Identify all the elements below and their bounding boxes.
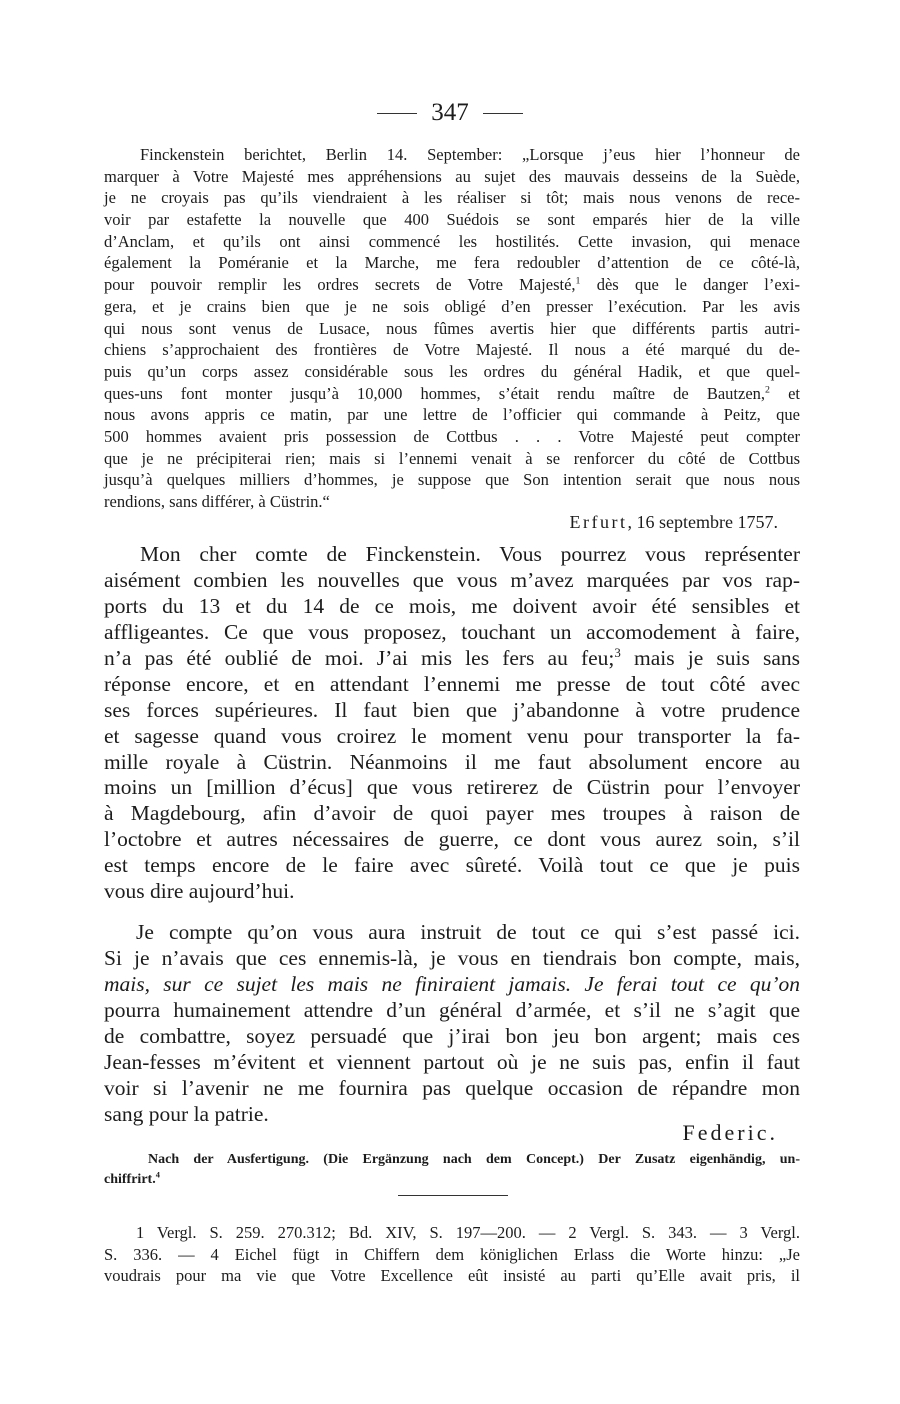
letter-line: voir si l’avenir ne me fournira pas quelque occasion de répandre mon bbox=[104, 1075, 800, 1100]
letter-line: Jean-fesses m’évitent et viennent partout où je ne suis pas, enfin il faut bbox=[104, 1049, 800, 1074]
footnote-line: voudrais pour ma vie que Votre Excellence eût insisté au parti qu’Elle avait pris, il bbox=[104, 1266, 800, 1285]
letter-line: Mon cher comte de Finckenstein. Vous pourrez vous représenter bbox=[140, 542, 800, 566]
report-line bbox=[104, 274, 800, 296]
dateline bbox=[570, 512, 778, 533]
footnote-line: 1 Vergl. S. 259. 270.312; Bd. XIV, S. 197—200. — 2 Vergl. S. 343. — 3 Vergl. bbox=[136, 1223, 800, 1242]
dateline-date: , 16 septembre 1757. bbox=[627, 512, 778, 532]
report-paragraph bbox=[104, 144, 800, 513]
footnote-divider bbox=[398, 1195, 508, 1196]
source-note-line: Nach der Ausfertigung. (Die Ergänzung nach dem Concept.) Der Zusatz eigenhändig, un- bbox=[148, 1152, 800, 1167]
footnote-marker: 1 bbox=[575, 275, 581, 287]
letter-line: aisément combien les nouvelles que vous m’avez marquées par vos rap- bbox=[104, 567, 800, 592]
letter-line bbox=[104, 646, 800, 672]
footnote-marker: 2 bbox=[765, 384, 770, 396]
letter-line-text: n’a pas été oublié de moi. J’ai mis les fers au feu; bbox=[104, 645, 615, 670]
report-line: jusqu’à quelques milliers d’hommes, je suppose que Son intention serait que nous nous bbox=[104, 470, 800, 490]
footnote-marker: 3 bbox=[614, 645, 621, 660]
header-dash-left bbox=[377, 113, 417, 114]
letter-line: moins un [million d’écus] que vous retirerez de Cüstrin pour l’envoyer bbox=[104, 775, 800, 800]
report-line-text: et bbox=[769, 383, 800, 403]
letter-line: Si je n’avais que ces ennemis-là, je vous en tiendrais bon compte, mais, bbox=[104, 945, 800, 970]
footnote-marker: 4 bbox=[155, 1170, 160, 1180]
footnotes bbox=[104, 1222, 800, 1287]
report-line: gera, et je crains bien que je ne sois obligé d’en presser l’exécution. Par les avis bbox=[104, 296, 800, 316]
letter-line: à Magdebourg, afin d’avoir de quoi payer mes troupes à raison de bbox=[104, 801, 800, 826]
letter-line: affligeantes. Ce que vous proposez, touchant un accomodement à faire, bbox=[104, 619, 800, 644]
signature: Federic. bbox=[682, 1120, 778, 1145]
report-line: que je ne précipiterai rien; mais si l’ennemi venait à se renforcer du côté de Cottbus bbox=[104, 448, 800, 468]
letter-line: ses forces supérieures. Il faut bien que j’abandonne à votre prudence bbox=[104, 697, 800, 722]
report-line-text: pour pouvoir remplir les ordres secrets de Votre Majesté, bbox=[104, 275, 576, 295]
letter-line: Je compte qu’on vous aura instruit de tout ce qui s’est passé ici. bbox=[136, 920, 800, 944]
letter-line-italic: mais, sur ce sujet les mais ne finiraient jamais. Je ferai tout ce qu’on bbox=[104, 971, 800, 996]
letter-paragraph-2 bbox=[104, 920, 800, 1128]
report-line: voir par estafette la nouvelle que 400 Suédois se sont emparés hier de la ville bbox=[104, 210, 800, 230]
letter-paragraph-1 bbox=[104, 542, 800, 905]
report-line bbox=[104, 383, 800, 405]
letter-line: de combattre, soyez persuadé que j’irai bon jeu bon argent; mais ces bbox=[104, 1023, 800, 1048]
page-number: 347 bbox=[431, 99, 469, 126]
report-line: qui nous sont venus de Lusace, nous fûmes avertis hier que différents partis autri- bbox=[104, 318, 800, 338]
page-header bbox=[0, 98, 900, 128]
letter-line: pourra humainement attendre d’un général d’armée, et s’il ne s’agit que bbox=[104, 997, 800, 1022]
report-line: je ne croyais pas qu’ils viendraient à les réaliser si tôt; mais nous venons de rece- bbox=[104, 188, 800, 208]
report-line: d’Anclam, et qu’ils ont ainsi commencé les hostilités. Cette invasion, qui menace bbox=[104, 231, 800, 251]
report-line: chiens s’approchaient des frontières de Votre Majesté. Il nous a été marqué du de- bbox=[104, 340, 800, 360]
header-dash-right bbox=[483, 113, 523, 114]
report-line: marquer à Votre Majesté mes appréhensions au sujet des mauvais desseins de la Suède, bbox=[104, 166, 800, 186]
report-line: 500 hommes avaient pris possession de Cottbus . . . Votre Majesté peut compter bbox=[104, 426, 800, 446]
report-line: puis qu’un corps assez considérable sous les ordres du général Hadik, et que quel- bbox=[104, 361, 800, 381]
source-note-line bbox=[104, 1170, 800, 1190]
report-line-text: dès que le danger l’exi- bbox=[580, 275, 800, 295]
dateline-place: Erfurt bbox=[569, 512, 628, 532]
letter-line: mille royale à Cüstrin. Néanmoins il me faut absolument encore au bbox=[104, 749, 800, 774]
letter-line: ports du 13 et du 14 de ce mois, me doivent avoir été sensibles et bbox=[104, 593, 800, 618]
letter-line: sang pour la patrie. bbox=[104, 1101, 269, 1126]
report-line-text: ques-uns font monter jusqu’à 10,000 hommes, s’était rendu maître de Bautzen, bbox=[104, 383, 766, 403]
source-note-text: chiffrirt. bbox=[104, 1172, 156, 1187]
letter-line: réponse encore, et en attendant l’ennemi me presse de tout côté avec bbox=[104, 671, 800, 696]
report-line: rendions, sans différer, à Cüstrin.“ bbox=[104, 492, 330, 511]
letter-line: et sagesse quand vous croirez le moment venu pour transporter la fa- bbox=[104, 723, 800, 748]
letter-line: l’octobre et autres nécessaires de guerre, ce dont vous aurez soin, s’il bbox=[104, 827, 800, 852]
letter-line: est temps encore de le faire avec sûreté. Voilà tout ce que je puis bbox=[104, 853, 800, 878]
report-line: également la Poméranie et la Marche, me fera redoubler d’attention de ce côté-là, bbox=[104, 253, 800, 273]
report-line: nous avons appris ce matin, par une lettre de l’officier qui commande à Peitz, que bbox=[104, 405, 800, 425]
letter-line: vous dire aujourd’hui. bbox=[104, 879, 295, 904]
report-line: Finckenstein berichtet, Berlin 14. September: „Lorsque j’eus hier l’honneur de bbox=[140, 145, 800, 164]
footnote-line: S. 336. — 4 Eichel fügt in Chiffern dem königlichen Erlass die Worte hinzu: „Je bbox=[104, 1244, 800, 1264]
source-note bbox=[104, 1150, 800, 1190]
letter-line-text: mais je suis sans bbox=[620, 645, 800, 670]
